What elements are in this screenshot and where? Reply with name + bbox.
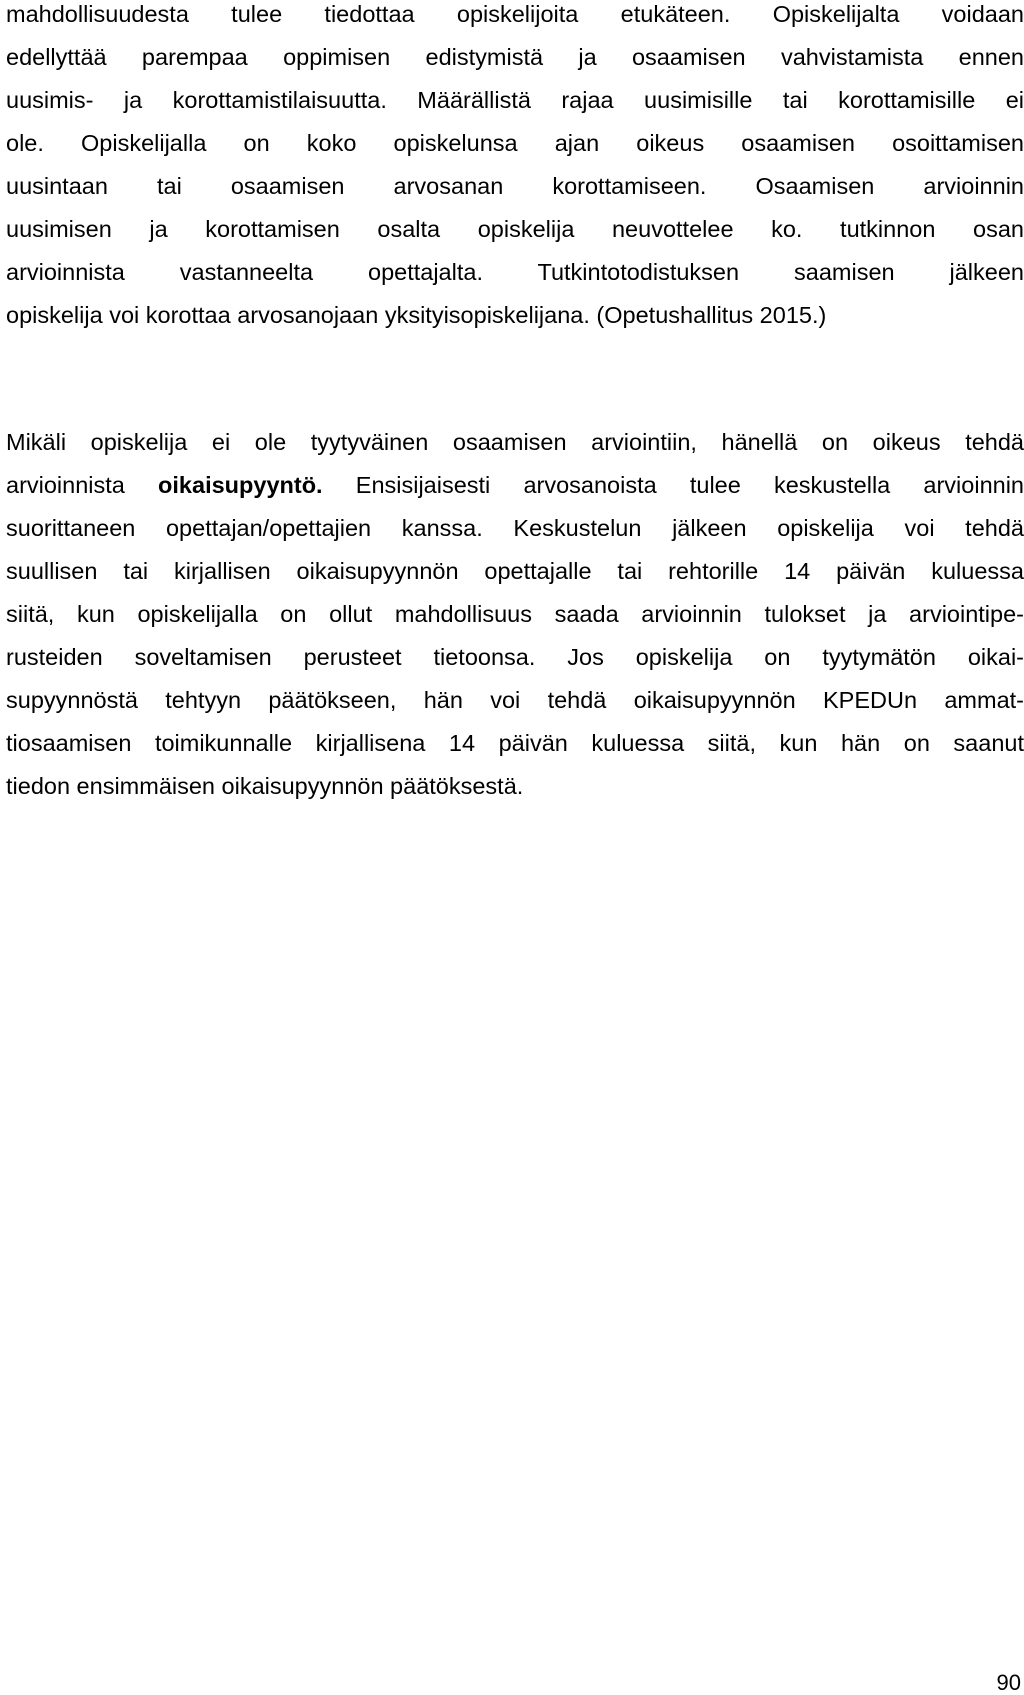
text-line: edellyttää parempaa oppimisen edistymistä ja osaamisen vahvistamista ennen [6, 44, 1024, 70]
text-line-with-bold [6, 464, 1024, 507]
text-segment: arvioinnista [6, 472, 159, 498]
text-line: tiedon ensimmäisen oikaisupyynnön päätöksestä. [6, 773, 524, 799]
text-line: supyynnöstä tehtyyn päätökseen, hän voi tehdä oikaisupyynnön KPEDUn ammat- [6, 687, 1024, 713]
text-line: uusintaan tai osaamisen arvosanan korottamiseen. Osaamisen arvioinnin [6, 173, 1024, 199]
text-segment: Ensisijaisesti arvosanoista tulee keskustella arvioinnin [322, 472, 1024, 498]
text-line: rusteiden soveltamisen perusteet tietoonsa. Jos opiskelija on tyytymätön oikai- [6, 644, 1024, 670]
text-line: Mikäli opiskelija ei ole tyytyväinen osaamisen arviointiin, hänellä on oikeus tehdä [6, 429, 1024, 455]
text-line: uusimisen ja korottamisen osalta opiskelija neuvottelee ko. tutkinnon osan [6, 216, 1024, 242]
text-line: siitä, kun opiskelijalla on ollut mahdollisuus saada arvioinnin tulokset ja arviointipe- [6, 601, 1024, 627]
text-line: ole. Opiskelijalla on koko opiskelunsa ajan oikeus osaamisen osoittamisen [6, 130, 1024, 156]
text-line: mahdollisuudesta tulee tiedottaa opiskelijoita etukäteen. Opiskelijalta voidaan [6, 1, 1024, 27]
paragraph-appeal-info [6, 421, 1024, 808]
page-number: 90 [996, 1670, 1021, 1695]
text-line: suullisen tai kirjallisen oikaisupyynnön opettajalle tai rehtorille 14 päivän kuluessa [6, 558, 1024, 584]
text-line: tiosaamisen toimikunnalle kirjallisena 14 päivän kuluessa siitä, kun hän on saanut [6, 730, 1024, 756]
bold-term-appeal: oikaisupyyntö. [158, 472, 323, 498]
text-line: uusimis- ja korottamistilaisuutta. Määrällistä rajaa uusimisille tai korottamisille ei [6, 87, 1024, 113]
text-line: arvioinnista vastanneelta opettajalta. Tutkintotodistuksen saamisen jälkeen [6, 259, 1024, 285]
text-line: opiskelija voi korottaa arvosanojaan yksityisopiskelijana. (Opetushallitus 2015.) [6, 302, 827, 328]
text-line: suorittaneen opettajan/opettajien kanssa. Keskustelun jälkeen opiskelija voi tehdä [6, 515, 1024, 541]
paragraph-retake-info [6, 0, 1024, 337]
